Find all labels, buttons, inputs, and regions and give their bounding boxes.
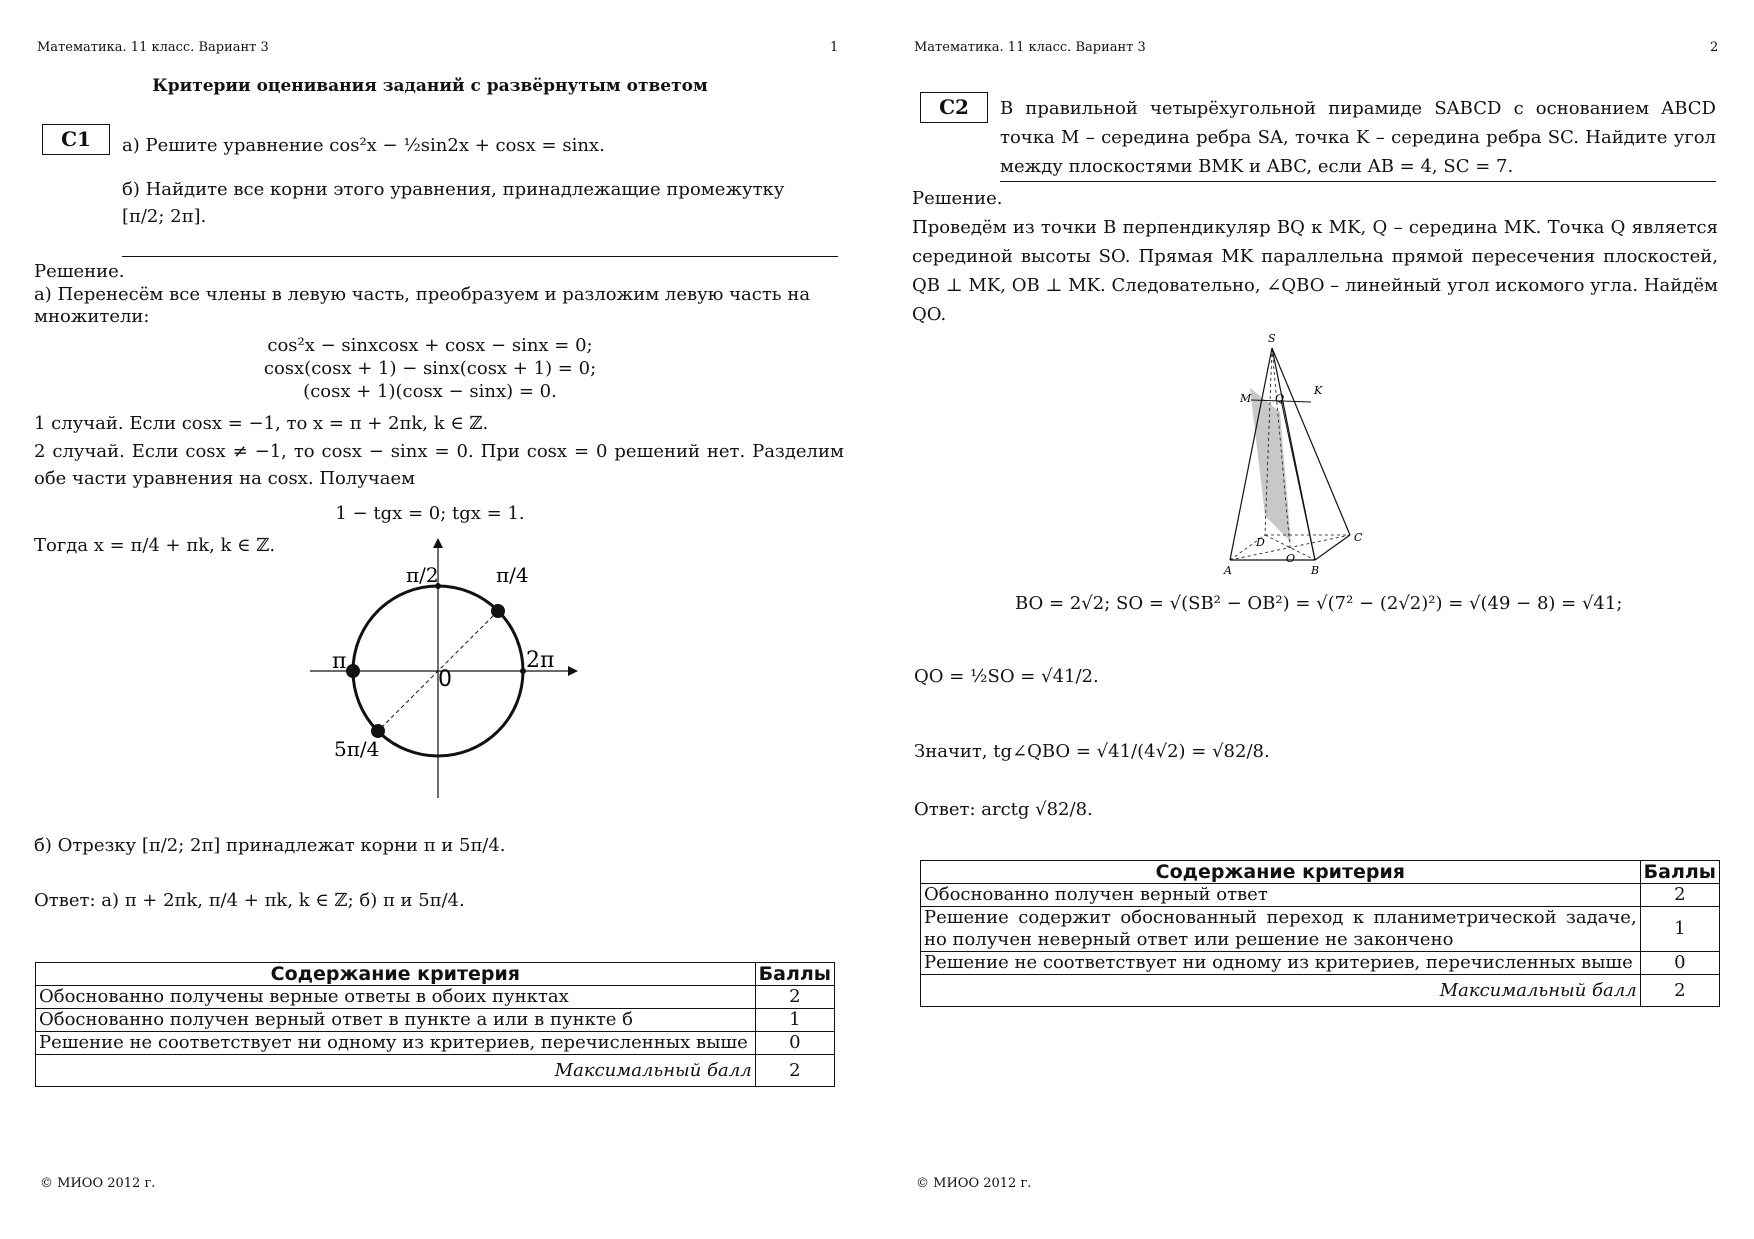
divider xyxy=(1000,181,1716,182)
label-m: M xyxy=(1240,392,1252,405)
divider xyxy=(122,256,838,257)
task-a-text: а) Решите уравнение cos²x − ½sin2x + cosx = sinx. xyxy=(122,135,605,156)
equations-block xyxy=(0,334,860,403)
points-cell: 0 xyxy=(755,1032,834,1055)
solution-label: Решение. xyxy=(912,188,1003,209)
criterion-cell: Обоснованно получены верные ответы в обоих пунктах xyxy=(36,986,756,1009)
page-footer: © МИОО 2012 г. xyxy=(916,1176,1032,1191)
label-d: D xyxy=(1256,536,1265,549)
y-axis-arrow-icon xyxy=(433,538,443,548)
label-o: O xyxy=(1286,552,1296,565)
max-points: 2 xyxy=(755,1055,834,1087)
formula-qo: QO = ½SO = √41/2. xyxy=(914,666,1099,687)
point-pi xyxy=(346,664,360,678)
page-number: 2 xyxy=(1710,40,1719,55)
task-label-c2: С2 xyxy=(920,92,988,123)
label-c: C xyxy=(1354,531,1363,544)
page-header: Математика. 11 класс. Вариант 3 xyxy=(914,40,1146,55)
then-line: Тогда x = π/4 + πk, k ∈ ℤ. xyxy=(34,535,276,556)
table-row xyxy=(921,907,1720,952)
equation-2: cosx(cosx + 1) − sinx(cosx + 1) = 0; xyxy=(263,358,597,379)
table-max-row xyxy=(921,975,1720,1007)
label-two-pi: 2π xyxy=(526,648,555,673)
page-2 xyxy=(880,0,1740,1239)
task-b-interval: [π/2; 2π]. xyxy=(122,206,207,227)
table-row xyxy=(36,986,835,1009)
point-five-pi-quarter xyxy=(371,724,385,738)
criteria-table-c2 xyxy=(920,860,1720,1007)
label-q: Q xyxy=(1275,392,1285,405)
col-points: Баллы xyxy=(755,963,834,986)
table-max-row xyxy=(36,1055,835,1087)
col-criterion: Содержание критерия xyxy=(921,861,1641,884)
label-k: K xyxy=(1314,384,1323,397)
criterion-cell: Обоснованно получен верный ответ в пункте а или в пункте б xyxy=(36,1009,756,1032)
case-1: 1 случай. Если cosx = −1, то x = π + 2πk, k ∈ ℤ. xyxy=(34,413,489,434)
page-1 xyxy=(0,0,860,1239)
page-number: 1 xyxy=(830,40,839,55)
point-pi-quarter xyxy=(491,604,505,618)
formula-bo-so: BO = 2√2; SO = √(SB² − OB²) = √(7² − (2√2)²) = √(49 − 8) = √41; xyxy=(1015,593,1623,614)
unit-circle-figure xyxy=(300,536,580,806)
task-b xyxy=(122,176,838,230)
col-points: Баллы xyxy=(1640,861,1719,884)
equation-4: 1 − tgx = 0; tgx = 1. xyxy=(335,503,525,524)
equation-1: cos²x − sinxcosx + cosx − sinx = 0; xyxy=(267,335,593,356)
solution-text: Проведём из точки B перпендикуляр BQ к MK, Q – середина MK. Точка Q является серединой высоты SO. Прямая MK параллельна прямой пересечения плоскостей, QB ⊥ MK, OB ⊥ MK. Следовательно, ∠QBO – линейный угол искомого угла. Найдём QO. xyxy=(912,217,1718,325)
max-label: Максимальный балл xyxy=(921,975,1641,1007)
table-row xyxy=(36,1009,835,1032)
pyramid-figure xyxy=(1220,330,1410,580)
label-pi-quarter: π/4 xyxy=(496,563,529,587)
points-cell: 1 xyxy=(1640,907,1719,952)
criterion-cell: Решение содержит обоснованный переход к планиметрической задаче, но получен неверный ответ или решение не закончено xyxy=(921,907,1641,952)
solution-label: Решение. xyxy=(34,261,125,282)
equation-3: (cosx + 1)(cosx − sinx) = 0. xyxy=(303,381,557,402)
label-s: S xyxy=(1268,332,1276,345)
points-cell: 0 xyxy=(1640,952,1719,975)
criteria-table-c1 xyxy=(35,962,835,1087)
page-footer: © МИОО 2012 г. xyxy=(40,1176,156,1191)
page-header: Математика. 11 класс. Вариант 3 xyxy=(37,40,269,55)
task-c2-text: В правильной четырёхугольной пирамиде SABCD с основанием ABCD точка M – середина ребра SA, точка K – середина ребра SC. Найдите угол между плоскостями BMK и ABC, если AB = 4, SC = 7. xyxy=(1000,98,1716,177)
answer-c1: Ответ: а) π + 2πk, π/4 + πk, k ∈ ℤ; б) π и 5π/4. xyxy=(34,890,465,911)
criterion-cell: Обоснованно получен верный ответ xyxy=(921,884,1641,907)
points-cell: 2 xyxy=(1640,884,1719,907)
col-criterion: Содержание критерия xyxy=(36,963,756,986)
case-2: 2 случай. Если cosx ≠ −1, то cosx − sinx = 0. При cosx = 0 решений нет. Разделим обе части уравнения на cosx. Получаем xyxy=(34,441,844,489)
page-title: Критерии оценивания заданий с развёрнутым ответом xyxy=(152,76,708,96)
label-zero: 0 xyxy=(438,667,452,692)
table-row xyxy=(921,884,1720,907)
max-points: 2 xyxy=(1640,975,1719,1007)
max-label: Максимальный балл xyxy=(36,1055,756,1087)
criterion-cell: Решение не соответствует ни одному из критериев, перечисленных выше xyxy=(36,1032,756,1055)
label-b: B xyxy=(1311,564,1320,577)
points-cell: 1 xyxy=(755,1009,834,1032)
label-a: A xyxy=(1224,564,1232,577)
criterion-cell: Решение не соответствует ни одному из критериев, перечисленных выше xyxy=(921,952,1641,975)
task-b-text: б) Найдите все корни этого уравнения, принадлежащие промежутку xyxy=(122,179,785,200)
task-a xyxy=(122,132,605,159)
points-cell: 2 xyxy=(755,986,834,1009)
task-label-c1: С1 xyxy=(42,124,110,155)
answer-c2: Ответ: arctg √82/8. xyxy=(914,799,1093,820)
formula-tg: Значит, tg∠QBO = √41/(4√2) = √82/8. xyxy=(914,741,1270,762)
label-pi-half: π/2 xyxy=(406,563,439,587)
table-header-row xyxy=(921,861,1720,884)
label-pi: π xyxy=(332,649,347,674)
solution-a-intro: а) Перенесём все члены в левую часть, преобразуем и разложим левую часть на множители: xyxy=(34,284,811,327)
table-header-row xyxy=(36,963,835,986)
solution-b: б) Отрезку [π/2; 2π] принадлежат корни π и 5π/4. xyxy=(34,835,506,856)
table-row xyxy=(921,952,1720,975)
x-axis-arrow-icon xyxy=(568,666,578,676)
label-five-pi-quarter: 5π/4 xyxy=(334,737,380,761)
table-row xyxy=(36,1032,835,1055)
